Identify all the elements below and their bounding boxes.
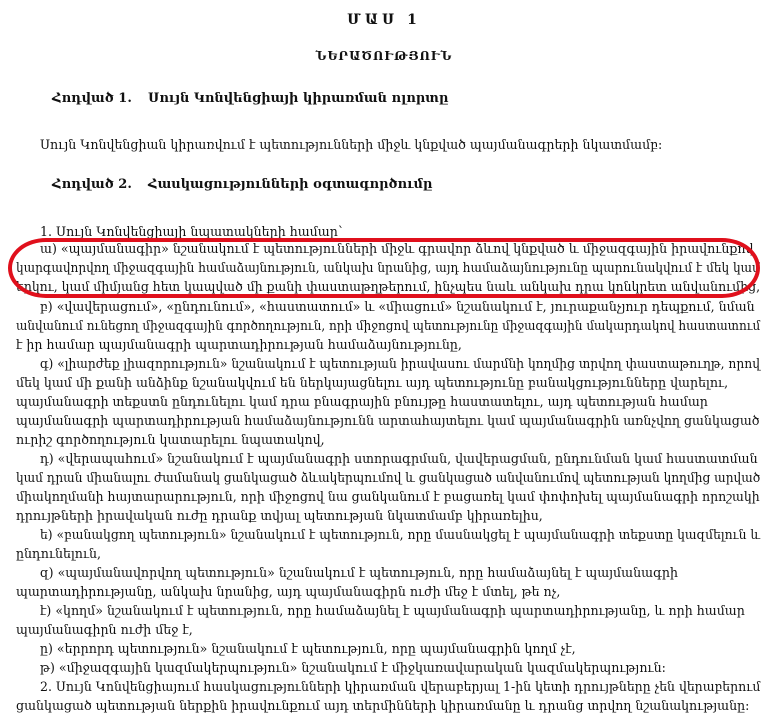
body-line: ուրիշ գործողություն կատարելու նպատակով,	[16, 432, 325, 447]
article-2-title: Հասկացությունների օգտագործումը	[148, 177, 433, 192]
body-line: ցանկացած պետության ներքին իրավունքում այդ տերմինների կիրառմանը և դրանց տրվող նշանակությանը:	[16, 698, 750, 713]
body-line: ե) «բանակցող պետություն» նշանակում է պետություն, որը մասնակցել է պայմանագրի տեքստը կազմելուն և	[40, 527, 761, 542]
body-line: պայմանագրի պարտադիրության համաձայնությունն արտահայտելու կամ պայմանագրին առնչվող ցանկացած	[16, 413, 760, 428]
article-1-title: Սույն Կոնվենցիայի կիրառման ոլորտը	[148, 91, 449, 106]
body-line: գ) «լիարժեք լիազորություն» նշանակում է պետության իրավասու մարմնի կողմից տրվող փաստաթուղթ, որով	[40, 356, 760, 371]
article-2-number: Հոդված 2.	[52, 177, 132, 192]
body-line: ը) «երրորդ պետություն» նշանակում է պետություն, որը պայմանագրին կողմ չէ,	[40, 641, 576, 656]
body-line: ա) «պայմանագիր» նշանակում է պետությունների միջև գրավոր ձևով կնքված և միջազգային իրավունքով	[40, 241, 754, 256]
body-line: դ) «վերապահում» նշանակում է պայմանագրի ստորագրման, վավերացման, ընդունման կամ հաստատման	[40, 451, 758, 466]
body-line: պարտադիրությանը, անկախ նրանից, այդ պայմանագիրն ուժի մեջ է մտել, թե ոչ,	[16, 584, 561, 599]
part-subtitle: ՆԵՐԱԾՈՒԹՅՈՒՆ	[315, 49, 453, 63]
body-line: միակողմանի հայտարարություն, որի միջոցով նա ցանկանում է բացառել կամ փոփոխել պայմանագրի որոշակի	[16, 489, 760, 504]
body-line: պայմանագիրն ուժի մեջ է,	[16, 622, 193, 637]
body-line: 2. Սույն Կոնվենցիայում հասկացությունների կիրառման վերաբերյալ 1-ին կետի դրույթները չեն վերաբերում	[40, 679, 761, 694]
body-line: պայմանագրի տեքստն ընդունելու կամ դրա բնագրային բնույթը հաստատելու, այդ պետության համար	[16, 394, 708, 409]
part-title: ՄԱՍ 1	[347, 12, 421, 28]
body-line: զ) «պայմանավորվող պետություն» նշանակում է պետություն, որը համաձայնել է պայմանագրի	[40, 565, 678, 580]
article-1-text: Սույն Կոնվենցիան կիրառվում է պետությունների միջև կնքված պայմանագրերի նկատմամբ:	[40, 137, 663, 152]
body-line: անվանում ունեցող միջազգային գործողություն, որի միջոցով պետությունը միջազգային մակարդակով հաստատում	[16, 318, 761, 333]
body-line: դրույթների իրավական ուժը դրանք տվյալ պետության նկատմամբ կիրառելիս,	[16, 508, 543, 523]
body-line: բ) «վավերացում», «ընդունում», «հաստատում» և «միացում» նշանակում է, յուրաքանչյուր դեպքում, նման	[40, 299, 755, 314]
body-line: երկու, կամ միմյանց հետ կապված մի քանի փաստաթղթերում, ինչպես նաև անկախ դրա կոնկրետ անվանումից,	[16, 279, 761, 294]
body-line: 1. Սույն Կոնվենցիայի նպատակների համար՝	[40, 224, 343, 239]
body-line: մեկ կամ մի քանի անձինք նշանակվում են ներկայացնելու այդ պետությունը բանակցությունները վարելու,	[16, 375, 729, 390]
article-1-number: Հոդված 1.	[52, 91, 132, 106]
body-line: թ) «միջազգային կազմակերպություն» նշանակում է միջկառավարական կազմակերպություն:	[40, 660, 666, 675]
body-line: է) «կողմ» նշանակում է պետություն, որը համաձայնել է պայմանագրի պարտադիրությանը, և որի համար	[40, 603, 745, 618]
body-line: ընդունելուն,	[16, 546, 102, 561]
article-2-heading	[0, 174, 768, 195]
body-line: է իր համար պայմանագրի պարտադիրության համաձայնությունը,	[16, 337, 462, 352]
body-line: կամ դրան միանալու ժամանակ ցանկացած ձևակերպումով և ցանկացած անվանումով պետության կողմից արված	[16, 470, 761, 485]
article-1-heading	[0, 88, 768, 109]
body-line: կարգավորվող միջազգային համաձայնություն, անկախ նրանից, այդ համաձայնությունը պարունակվում է մեկ կամ	[16, 260, 760, 275]
